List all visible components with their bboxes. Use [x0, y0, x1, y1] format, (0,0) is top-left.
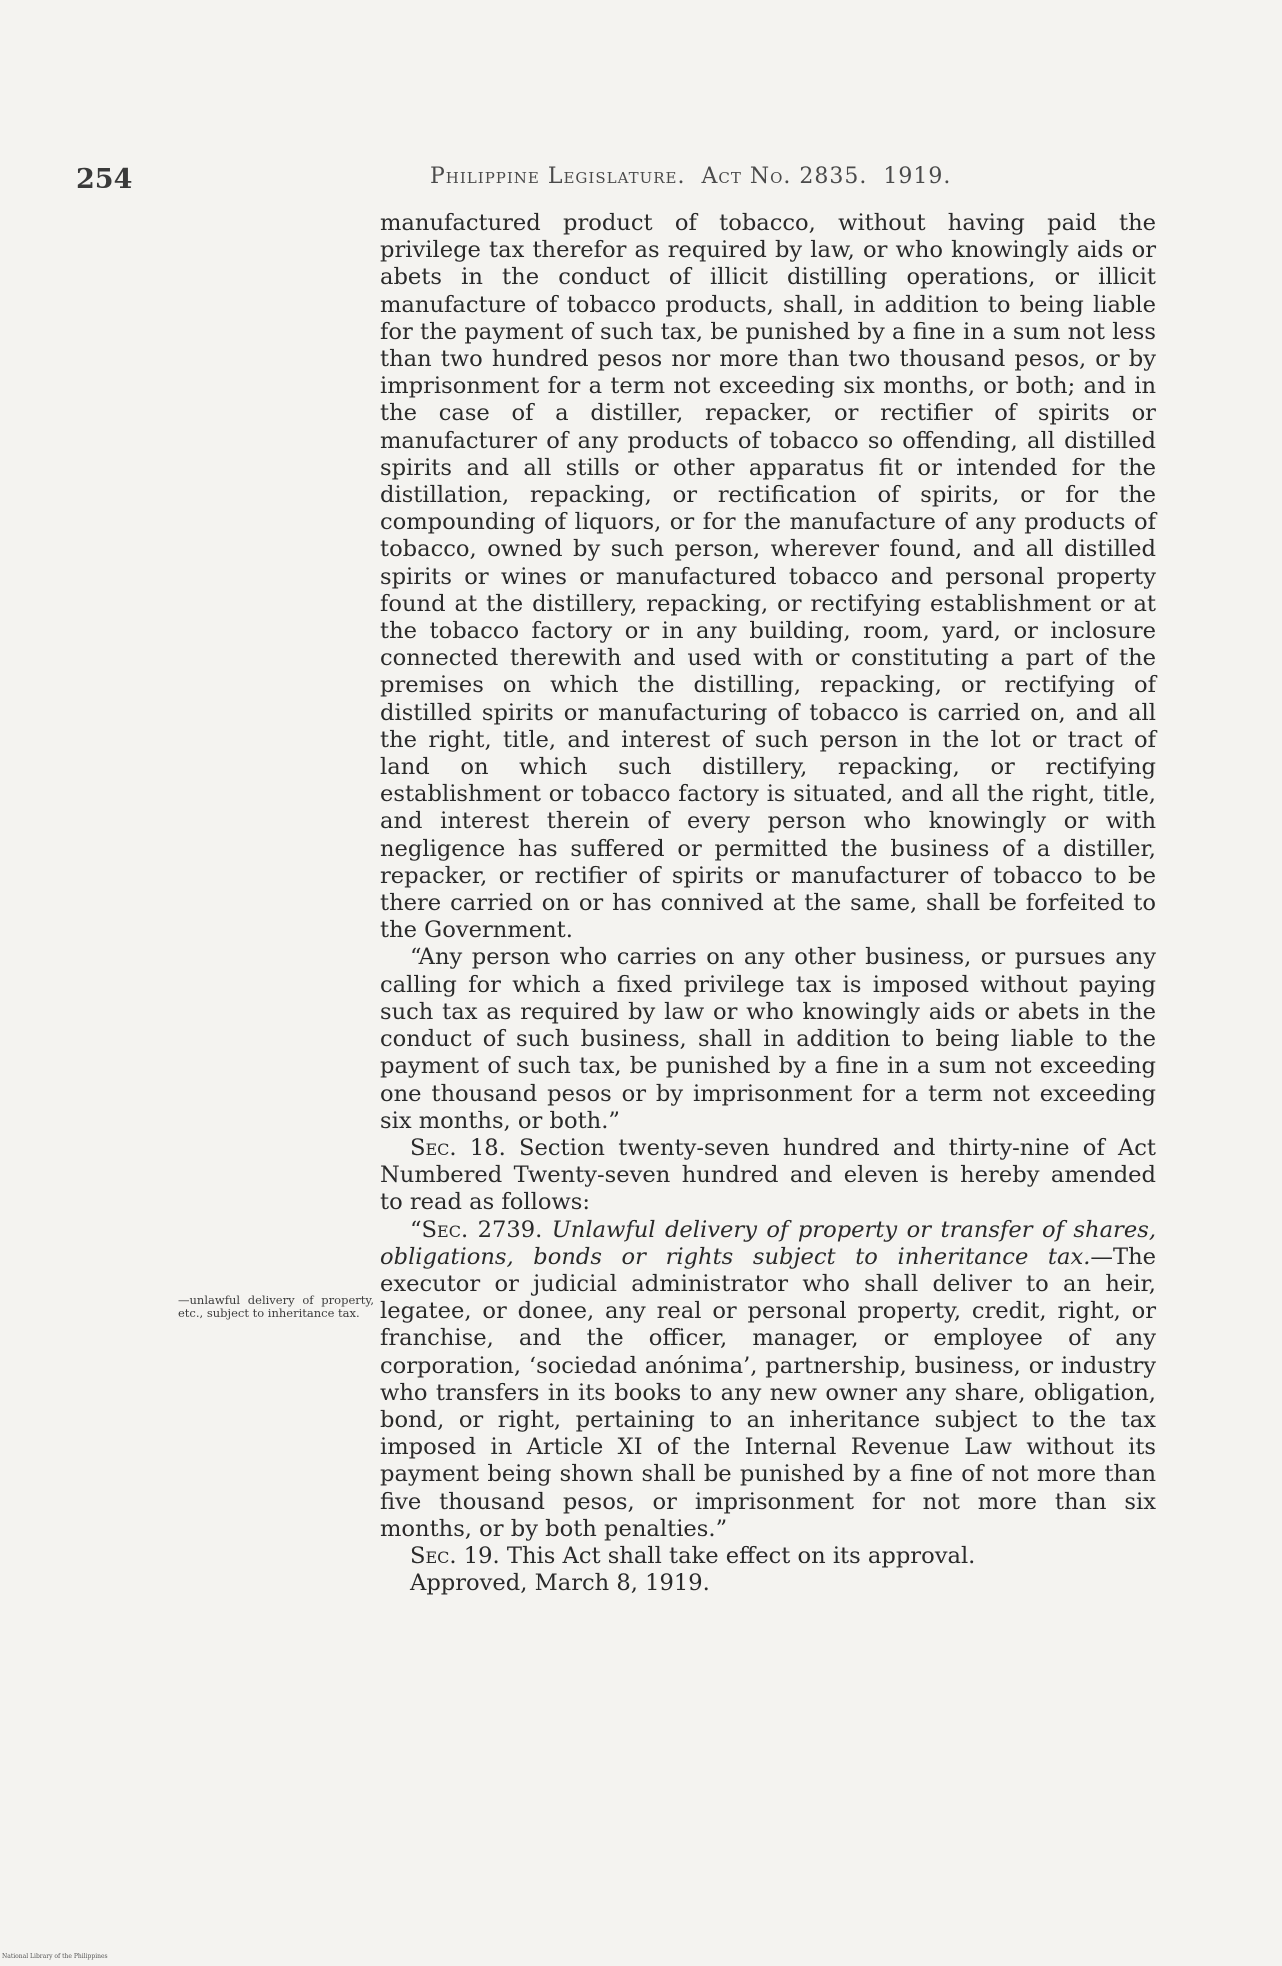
- approval-line: Approved, March 8, 1919.: [410, 1570, 710, 1597]
- marginal-note: —unlawful delivery of property, etc., subject to inheritance tax.: [178, 1293, 374, 1320]
- section-18-text: Section twenty-seven hundred and thirty-nine of Act Numbered Twenty-seven hundred and eleven is hereby amended to read as follows:: [380, 1134, 1156, 1216]
- section-2739-label: “Sec. 2739.: [410, 1216, 543, 1243]
- paragraph-forfeiture: manufactured product of tobacco, without having paid the privilege tax therefor as required by law, or who knowingly aids or abets in the conduct of illicit distilling operations, or illicit manufacture of tobacco products, shall, in addition to being liable for the payment of such tax, be punished by a fine in a sum not less than two hundred pesos nor more than two thousand pesos, or by imprisonment for a term not exceeding six months, or both; and in the case of a distiller, repacker, or rectifier of spirits or manufacturer of any products of tobacco so offending, all distilled spirits and all stills or other apparatus fit or intended for the distillation, repacking, or rectification of spirits, or for the compounding of liquors, or for the manufacture of any products of tobacco, owned by such person, wherever found, and all distilled spirits or wines or manufactured tobacco and personal property found at the distillery, repacking, or rectifying establishment or at the tobacco factory or in any building, room, yard, or inclosure connected therewith and used with or constituting a part of the premises on which the distilling, repacking, or rectifying of distilled spirits or manufacturing of tobacco is carried on, and all the right, title, and interest of such person in the lot or tract of land on which such distillery, repacking, or rectifying establishment or tobacco factory is situated, and all the right, title, and interest therein of every person who knowingly or with negligence has suffered or permitted the business of a distiller, repacker, or rectifier of spirits or manufacturer of tobacco to be there carried on or has connived at the same, shall be forfeited to the Government.: [380, 210, 1156, 944]
- body-text: [380, 210, 1156, 1597]
- running-head-year: 1919.: [883, 164, 952, 189]
- section-19-label: Sec. 19.: [410, 1542, 500, 1569]
- section-2739-text: —The executor or judicial administrator who shall deliver to an heir, legatee, or donee, any real or personal property, credit, right, or franchise, and the officer, manager, or employee of any corporation, ‘sociedad anónima’, partnership, business, or industry who transfers in its books to any new owner any share, obligation, bond, or right, pertaining to an inheritance subject to the tax imposed in Article XI of the Internal Revenue Law without its payment being shown shall be punished by a fine of not more than five thousand pesos, or imprisonment for not more than six months, or by both penalties.”: [380, 1243, 1156, 1542]
- running-head-legislature: Philippine Legislature.: [430, 164, 686, 189]
- section-18-label: Sec. 18.: [410, 1134, 506, 1161]
- paragraph-section-2739: [380, 1217, 1156, 1543]
- running-head: [430, 164, 951, 189]
- page-number: 254: [76, 164, 133, 195]
- section-2739-title: Unlawful delivery of property or transfer of shares, obligations, bonds or rights subject to inheritance tax.: [380, 1216, 1156, 1270]
- section-19-text: This Act shall take effect on its approval.: [499, 1542, 976, 1569]
- footer-credit: National Library of the Philippines: [2, 1953, 108, 1960]
- running-head-act: Act No. 2835.: [701, 164, 868, 189]
- paragraph-section-18: [380, 1135, 1156, 1217]
- paragraph-other-business: “Any person who carries on any other business, or pursues any calling for which a fixed privilege tax is imposed without paying such tax as required by law or who knowingly aids or abets in the conduct of such business, shall in addition to being liable to the payment of such tax, be punished by a fine in a sum not exceeding one thousand pesos or by imprisonment for a term not exceeding six months, or both.”: [380, 944, 1156, 1134]
- paragraph-section-19: [380, 1543, 1156, 1570]
